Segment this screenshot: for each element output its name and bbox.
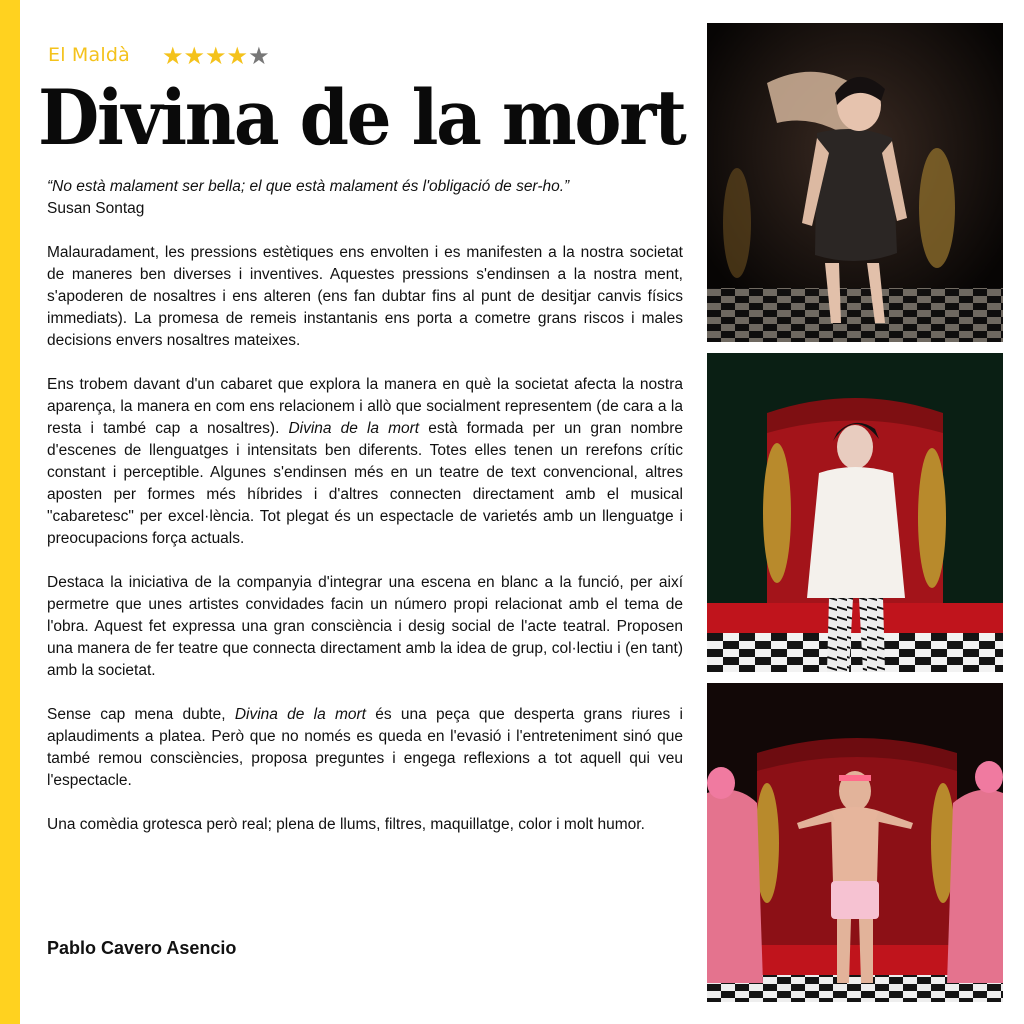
- star-icon: ★: [162, 42, 184, 70]
- paragraph-text: Sense cap mena dubte,: [47, 706, 235, 723]
- paragraph: [47, 572, 683, 682]
- paragraph-text: està formada per un gran nombre d'escenes de llenguatges i intensitats ben diferents. Totes elles tenen un rerefons crític constant i perceptible. Algunes s'endinsen més en un teatre de text convencional, altres aposten per formes més híbrides i d'altres connecten directament amb el musical "cabaretesc" per excel·lència. Tot plegat és un espectacle de varietés amb un llenguatge i preocupacions força actuals.: [47, 420, 684, 547]
- stage-photo-3: [707, 683, 1003, 1002]
- paragraph-text: Destaca la iniciativa de la companyia d'integrar una escena en blanc a la funció, per així permetre que unes artistes convidades facin un número propi relacionat amb el tema de l'obra. Aquest fet expressa una gran consciència i desig social de l'acte teatral. Proposen una manera de fer teatre que connecta directament amb la idea de grup, col·lectiu i (en tant) amb la societat.: [47, 574, 683, 679]
- paragraph-text: és una peça que desperta grans riures i aplaudiments a platea. Però que no només es queda en l'evasió i l'entreteniment sinó que també remou consciències, proposa preguntes i engega reflexions a tot aquell qui veu l'espectacle.: [47, 706, 683, 789]
- star-icon: ★: [205, 42, 227, 70]
- stage-photo-2: [707, 353, 1003, 672]
- play-title-italic: Divina de la mort: [234, 706, 366, 723]
- epigraph: [47, 176, 683, 220]
- star-icon: ★: [183, 42, 206, 70]
- paragraph: [47, 704, 683, 792]
- venue-name: El Maldà: [48, 44, 130, 66]
- paragraph-text: Malauradament, les pressions estètiques ens envolten i es manifesten a la nostra societat de maneres ben diverses i inventives. Aquestes pressions s'endinsen a la nostra ment, s'apoderen de nosaltres i ens alteren (ens fan dubtar fins al punt de desitjar canvis físics immediats). La promesa de remeis instantanis ens porta a cometre grans riscos i males decisions envers nosaltres mateixes.: [47, 244, 683, 349]
- star-empty-icon: ★: [248, 42, 270, 70]
- page-title: Divina de la mort: [38, 73, 685, 162]
- epigraph-quote: “No està malament ser bella; el que està malament és l'obligació de ser-ho.”: [47, 178, 570, 195]
- stage-photo-1: [707, 23, 1003, 342]
- author-name: Pablo Cavero Asencio: [47, 938, 237, 958]
- star-rating: [162, 42, 270, 70]
- paragraph: [47, 374, 683, 550]
- paragraph: [47, 814, 683, 836]
- review-body: [47, 176, 683, 858]
- star-icon: ★: [226, 42, 249, 70]
- epigraph-author: Susan Sontag: [47, 200, 145, 217]
- play-title-italic: Divina de la mort: [288, 420, 420, 437]
- accent-side-bar: [0, 0, 20, 1024]
- paragraph-text: Ens trobem davant d'un cabaret que explora la manera en què la societat afecta la nostra aparença, la manera en com ens relacionem i allò que socialment representem (de cara a la resta i també cap a nosaltres).: [47, 376, 683, 437]
- paragraph-text: Una comèdia grotesca però real; plena de llums, filtres, maquillatge, color i molt humor.: [47, 816, 645, 833]
- paragraph: [47, 242, 683, 352]
